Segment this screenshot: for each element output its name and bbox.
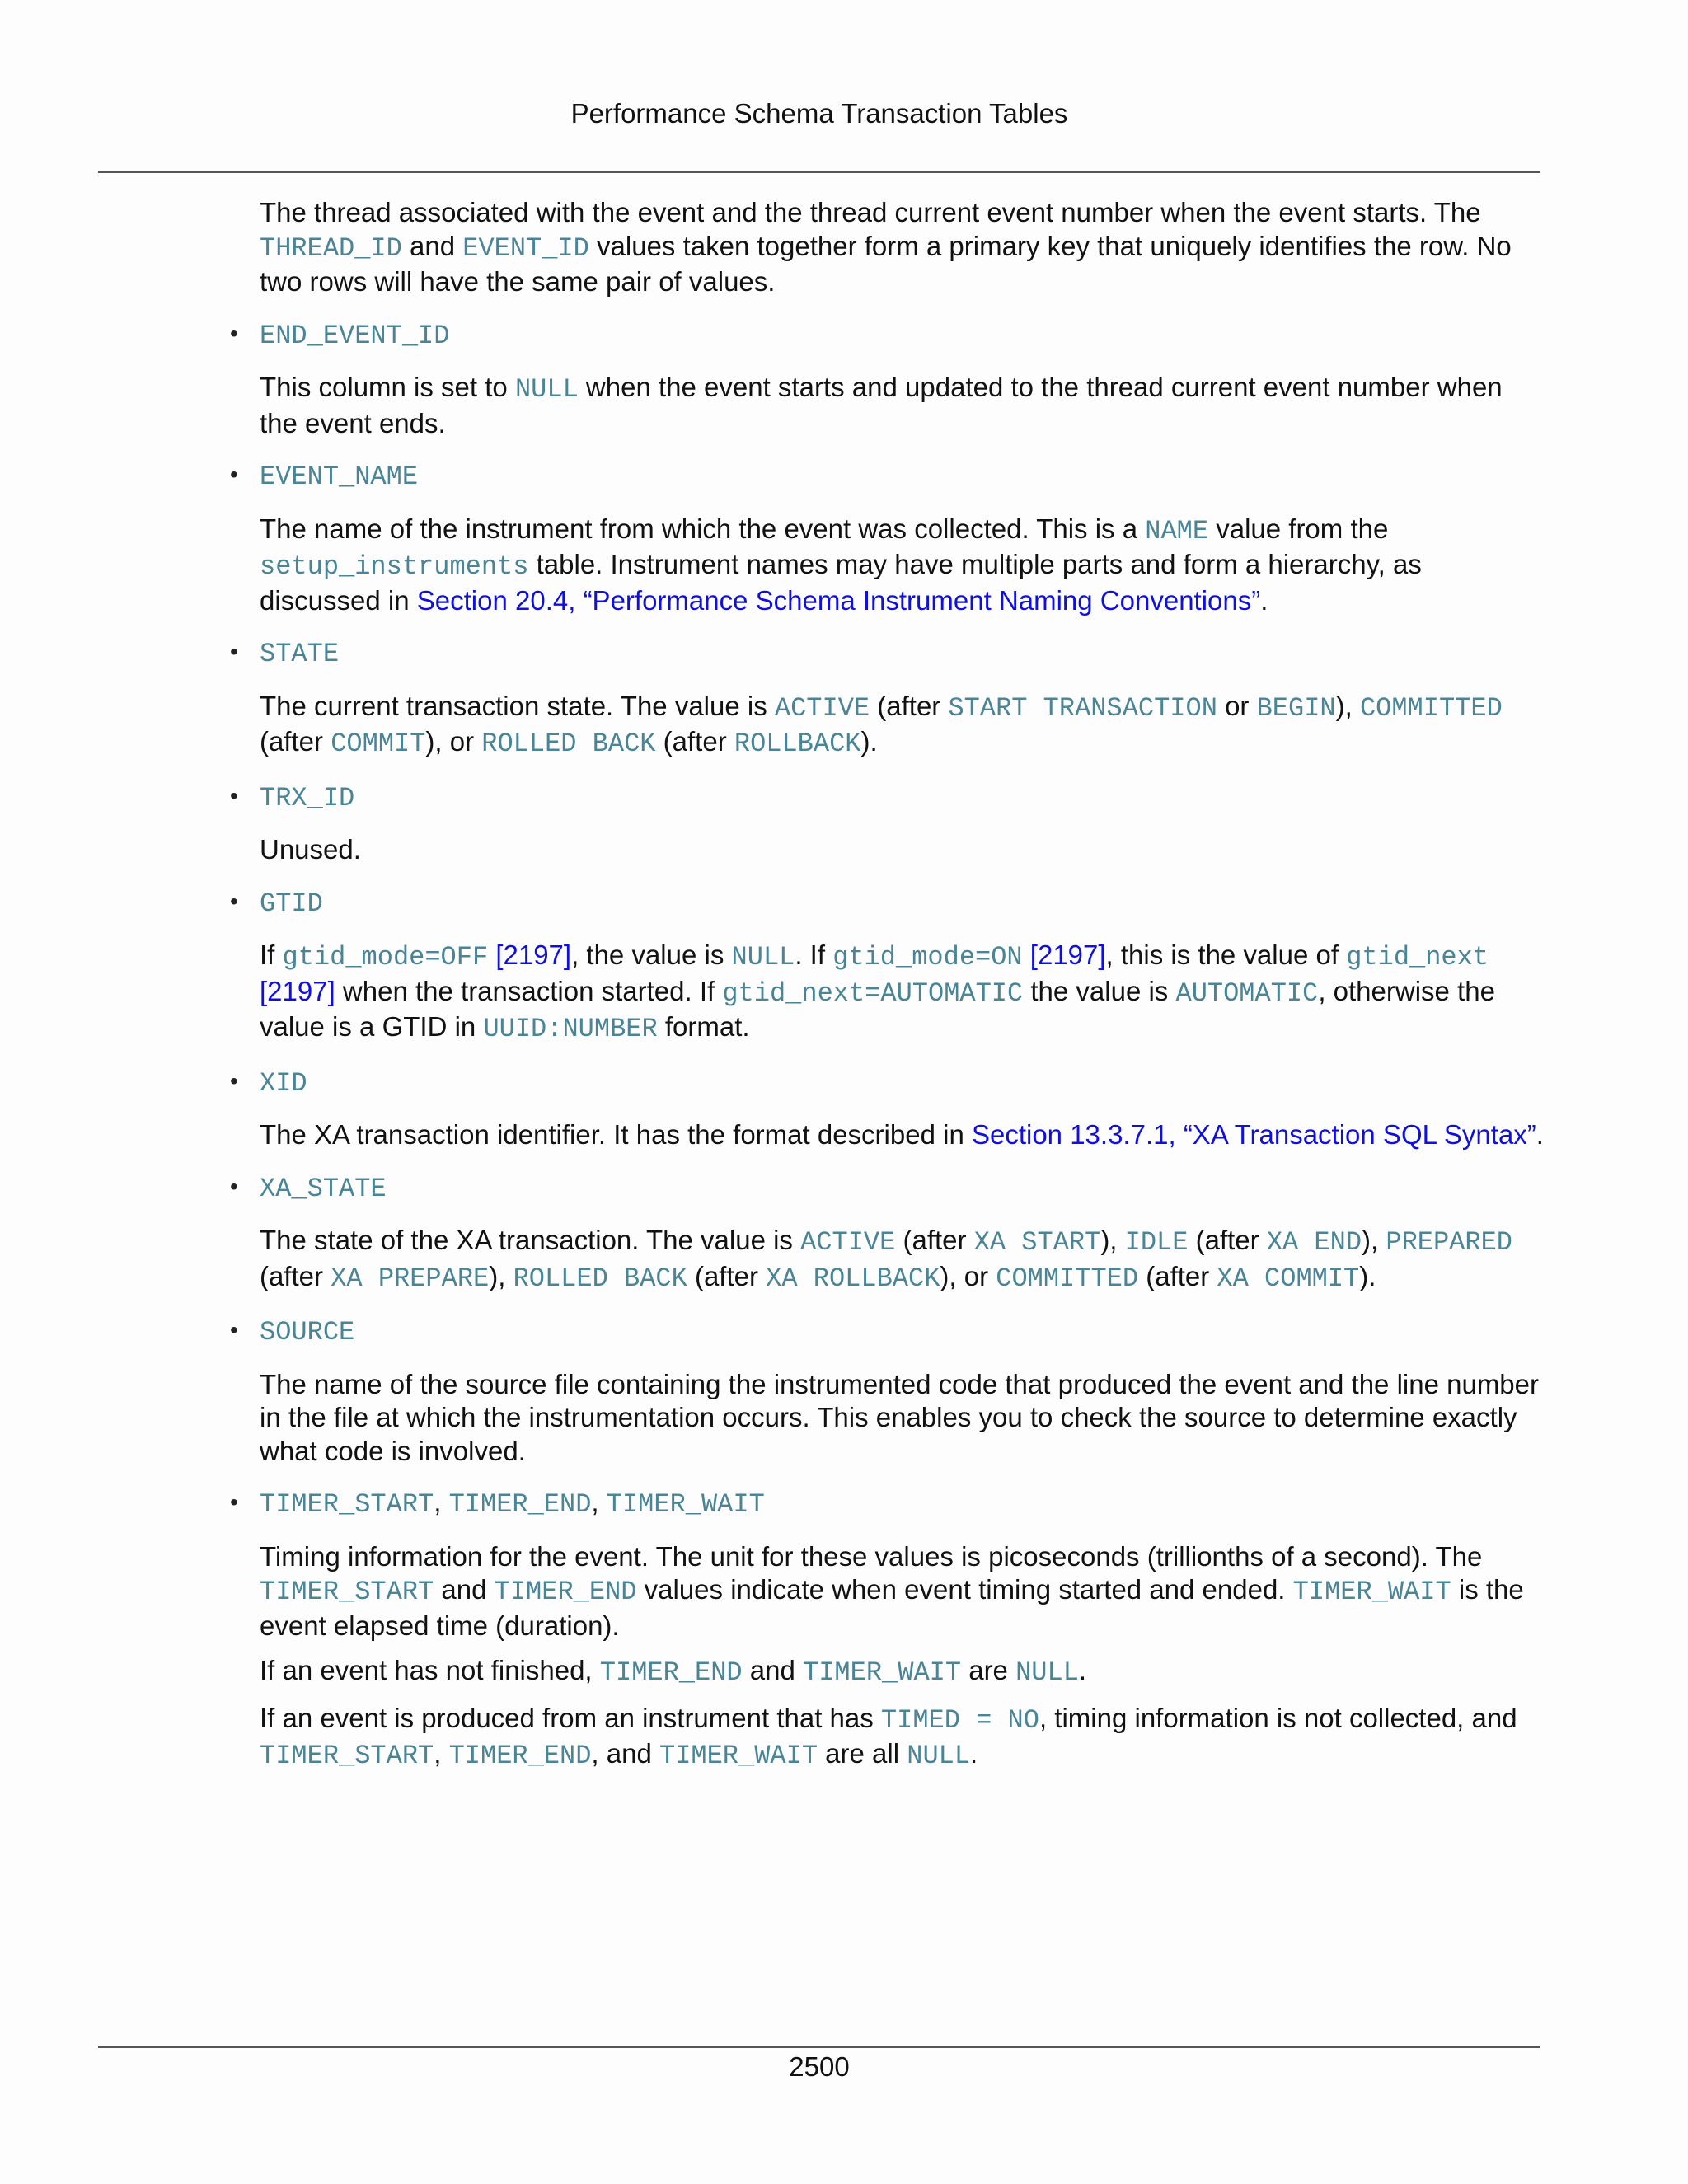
text: .: [1260, 584, 1268, 616]
timers-description: [260, 1540, 1545, 1643]
code-term: TIMER_START: [260, 1741, 434, 1771]
text: , this is the value of: [1105, 940, 1347, 970]
text: ,: [591, 1487, 607, 1517]
timers-unfinished-note: [260, 1654, 1545, 1690]
bullet-icon: •: [230, 1489, 238, 1515]
code-term: COMMIT: [331, 729, 426, 759]
bullet-icon: •: [230, 1317, 238, 1343]
code-term: ACTIVE: [774, 692, 870, 724]
page-ref-link[interactable]: [2197]: [260, 975, 335, 1006]
code-term: TIMER_WAIT: [1292, 1577, 1451, 1607]
term-event-name: [230, 458, 1545, 494]
text: values taken together form a primary key that uniquely identifies the row. No two rows will have the same pair of values.: [260, 230, 1512, 297]
text: ),: [1335, 690, 1360, 721]
text: ),: [1362, 1225, 1386, 1255]
text: and: [434, 1574, 495, 1605]
page-ref-link[interactable]: [2197]: [1022, 940, 1106, 970]
text: , and: [591, 1738, 659, 1769]
code-term: ROLLED BACK: [513, 1263, 687, 1294]
code-term: TIMER_WAIT: [659, 1741, 818, 1771]
xid-description: [260, 1118, 1545, 1152]
code-term: setup_instruments: [260, 551, 529, 582]
text: If: [260, 940, 283, 970]
code-term: gtid_next: [1346, 942, 1489, 972]
text: If an event has not finished,: [260, 1655, 600, 1685]
section-link[interactable]: Section 20.4, “Performance Schema Instrument Naming Conventions”: [416, 584, 1261, 616]
column-name: TIMER_WAIT: [606, 1489, 765, 1520]
text: format.: [657, 1011, 750, 1042]
term-xa-state: [230, 1170, 1545, 1207]
text: ), or: [940, 1260, 996, 1291]
text: (after: [1138, 1260, 1217, 1291]
gtid-description: [260, 939, 1545, 1047]
page-ref-link[interactable]: [2197]: [488, 940, 572, 970]
code-term: XA START: [973, 1227, 1101, 1258]
text: (after: [870, 690, 949, 721]
text: This column is set to: [260, 372, 515, 402]
thread-id-description: [260, 196, 1545, 299]
text: The current transaction state. The value is: [260, 690, 775, 721]
text: The name of the instrument from which the event was collected. This is a: [260, 513, 1146, 544]
page-number: 2500: [789, 2051, 850, 2082]
text: ).: [1359, 1260, 1376, 1291]
source-description: [260, 1368, 1545, 1469]
code-term: TIMED = NO: [880, 1704, 1039, 1736]
code-term: gtid_mode=OFF: [282, 942, 489, 972]
text: and: [401, 230, 463, 261]
timers-untimed-note: [260, 1702, 1545, 1774]
code-term: ROLLBACK: [734, 729, 861, 759]
text: when the transaction started. If: [335, 975, 723, 1006]
code-term: NULL: [907, 1741, 971, 1771]
bullet-icon: •: [230, 462, 238, 487]
text: (after: [655, 726, 734, 757]
column-name: END_EVENT_ID: [260, 320, 450, 351]
entry-state: [230, 635, 1545, 762]
text: ),: [489, 1260, 513, 1291]
entry-timers: [230, 1486, 1545, 1774]
code-term: NAME: [1145, 515, 1209, 546]
code-term: AUTOMATIC: [1175, 977, 1319, 1009]
code-term: TIMER_WAIT: [803, 1657, 962, 1688]
footer-rule: [98, 2046, 1540, 2048]
running-header: Performance Schema Transaction Tables: [570, 98, 1068, 129]
bullet-icon: •: [230, 782, 238, 808]
code-term: UUID:NUMBER: [483, 1014, 658, 1044]
text: .: [1536, 1119, 1544, 1150]
code-term: gtid_next=AUTOMATIC: [722, 977, 1024, 1009]
entry-trx-id: [230, 780, 1545, 867]
end-event-id-description: [260, 371, 1545, 440]
column-name: EVENT_NAME: [260, 462, 419, 492]
entry-event-name: [230, 458, 1545, 617]
text: when the event starts and updated to the thread current event number when the event ends.: [260, 372, 1503, 438]
text: Timing information for the event. The unit for these values is picoseconds (trillionths of a second). The: [260, 1540, 1483, 1572]
entry-xid: [230, 1065, 1545, 1152]
text: (after: [895, 1225, 974, 1255]
text: , the value is: [571, 940, 732, 970]
code-term: NULL: [1015, 1657, 1079, 1688]
text: values indicate when event timing started and ended.: [636, 1574, 1293, 1605]
term-gtid: [230, 885, 1545, 921]
term-timers: [230, 1486, 1545, 1522]
code-term: gtid_mode=ON: [832, 942, 1023, 972]
text: The thread associated with the event and the thread current event number when the event starts. The: [260, 197, 1481, 227]
text: Unused.: [260, 834, 361, 865]
text: are: [961, 1655, 1016, 1685]
bullet-icon: •: [230, 1067, 238, 1094]
text: , otherwise the value is a GTID in: [260, 975, 1495, 1042]
column-name: GTID: [260, 888, 323, 919]
entry-source: [230, 1314, 1545, 1468]
trx-id-description: [260, 833, 1545, 867]
code-term: ACTIVE: [800, 1227, 896, 1258]
code-term: TIMER_END: [494, 1577, 637, 1607]
text: If an event is produced from an instrument that has: [260, 1702, 881, 1733]
text: (after: [1188, 1225, 1267, 1255]
header-rule: [98, 171, 1540, 173]
code-term: START TRANSACTION: [948, 692, 1217, 724]
bullet-icon: •: [230, 1173, 238, 1199]
code-term: COMMITTED: [996, 1263, 1139, 1294]
column-name: STATE: [260, 639, 340, 669]
text: ),: [1100, 1225, 1125, 1255]
term-end-event-id: [230, 317, 1545, 354]
text: (after: [260, 1260, 331, 1291]
code-term: COMMITTED: [1359, 692, 1503, 724]
text: are all: [818, 1738, 907, 1769]
text: and: [742, 1655, 804, 1685]
term-trx-id: [230, 780, 1545, 816]
text: The name of the source file containing the instrumented code that produced the event and the line number in the file at which the instrumentation occurs. This enables you to check the source to determine exactly what code is involved.: [260, 1368, 1539, 1466]
text: value from the: [1208, 513, 1389, 544]
text: ,: [434, 1738, 449, 1769]
column-name: SOURCE: [260, 1317, 355, 1347]
bullet-icon: •: [230, 639, 238, 664]
entry-gtid: [230, 885, 1545, 1047]
event-name-description: [260, 513, 1545, 618]
code-term: XA PREPARE: [331, 1263, 490, 1294]
code-term: THREAD_ID: [260, 232, 402, 264]
text: The XA transaction identifier. It has the format described in: [260, 1119, 972, 1150]
section-link[interactable]: Section 13.3.7.1, “XA Transaction SQL Syntax”: [971, 1119, 1536, 1150]
bullet-icon: •: [230, 320, 238, 346]
entry-end-event-id: [230, 317, 1545, 441]
text: The state of the XA transaction. The value is: [260, 1225, 801, 1255]
column-name: TIMER_END: [448, 1489, 592, 1520]
text: or: [1217, 690, 1257, 721]
code-term: IDLE: [1124, 1227, 1189, 1258]
term-source: [230, 1314, 1545, 1350]
text: (after: [687, 1260, 767, 1291]
text: , timing information is not collected, and: [1039, 1702, 1517, 1733]
state-description: [260, 690, 1545, 762]
code-term: XA END: [1266, 1227, 1362, 1258]
term-xid: [230, 1065, 1545, 1101]
text: (after: [260, 726, 331, 757]
code-term: EVENT_ID: [462, 232, 589, 264]
text: table. Instrument names may have multiple parts and form a hierarchy, as discussed in: [260, 549, 1422, 616]
text: ), or: [425, 726, 482, 757]
entry-thread-id: [260, 196, 1545, 299]
code-term: TIMER_END: [599, 1657, 743, 1688]
text: ).: [860, 726, 878, 757]
code-term: ROLLED BACK: [481, 729, 656, 759]
code-term: NULL: [514, 374, 579, 405]
column-name: TIMER_START: [260, 1489, 434, 1520]
column-name: XID: [260, 1067, 307, 1099]
code-term: BEGIN: [1256, 692, 1336, 724]
bullet-icon: •: [230, 888, 238, 914]
text: . If: [795, 940, 833, 970]
text: the value is: [1023, 975, 1176, 1006]
code-term: TIMER_END: [448, 1741, 592, 1771]
term-state: [230, 635, 1545, 672]
text: .: [1078, 1655, 1087, 1685]
code-term: XA ROLLBACK: [766, 1263, 940, 1294]
entry-xa-state: [230, 1170, 1545, 1296]
code-term: TIMER_START: [260, 1577, 434, 1607]
page-content: [230, 196, 1545, 1774]
code-term: XA COMMIT: [1217, 1263, 1360, 1294]
code-term: PREPARED: [1386, 1227, 1512, 1258]
text: ,: [434, 1487, 449, 1517]
column-name: TRX_ID: [260, 782, 355, 813]
text: is the event elapsed time (duration).: [260, 1574, 1524, 1641]
xa-state-description: [260, 1224, 1545, 1296]
column-name: XA_STATE: [260, 1173, 387, 1204]
text: .: [970, 1738, 978, 1769]
code-term: NULL: [731, 942, 795, 972]
